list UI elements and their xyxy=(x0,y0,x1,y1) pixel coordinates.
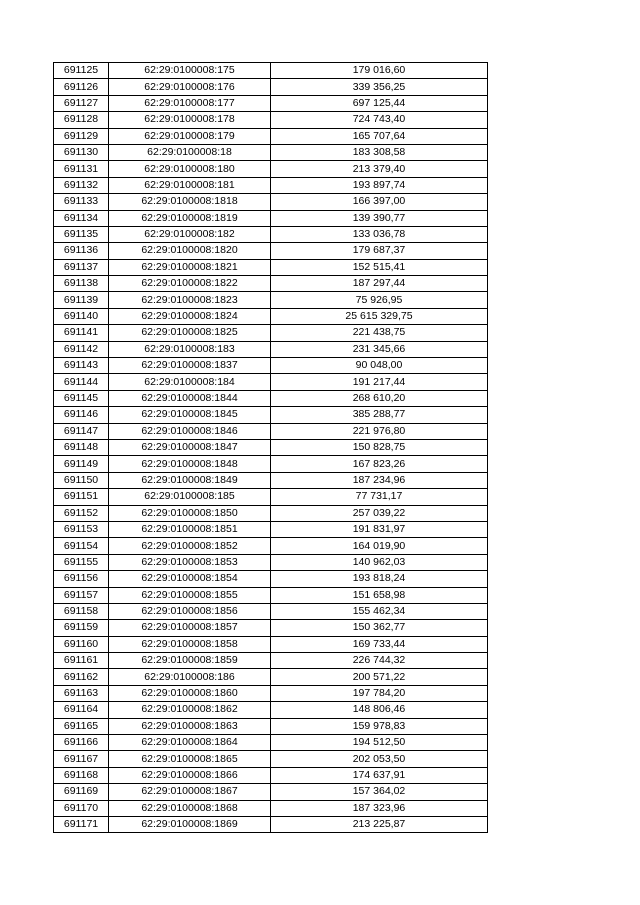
cadastral-number-cell: 62:29:0100008:1847 xyxy=(109,439,271,455)
table-row xyxy=(54,571,488,587)
cadastral-number-cell: 62:29:0100008:1850 xyxy=(109,505,271,521)
row-number-cell: 691169 xyxy=(54,784,109,800)
cadastral-number-cell: 62:29:0100008:1851 xyxy=(109,521,271,537)
row-number-cell: 691134 xyxy=(54,210,109,226)
value-cell: 90 048,00 xyxy=(271,358,488,374)
cadastral-number-cell: 62:29:0100008:176 xyxy=(109,79,271,95)
table-row xyxy=(54,784,488,800)
cadastral-number-cell: 62:29:0100008:1863 xyxy=(109,718,271,734)
table-row xyxy=(54,620,488,636)
value-cell: 187 234,96 xyxy=(271,472,488,488)
value-cell: 179 687,37 xyxy=(271,243,488,259)
table-row xyxy=(54,521,488,537)
value-cell: 174 637,91 xyxy=(271,767,488,783)
table-row xyxy=(54,161,488,177)
table-row xyxy=(54,226,488,242)
cadastral-number-cell: 62:29:0100008:1822 xyxy=(109,276,271,292)
row-number-cell: 691136 xyxy=(54,243,109,259)
cadastral-number-cell: 62:29:0100008:1866 xyxy=(109,767,271,783)
value-cell: 159 978,83 xyxy=(271,718,488,734)
cadastral-number-cell: 62:29:0100008:1844 xyxy=(109,390,271,406)
cadastral-number-cell: 62:29:0100008:1849 xyxy=(109,472,271,488)
value-cell: 191 831,97 xyxy=(271,521,488,537)
value-cell: 140 962,03 xyxy=(271,554,488,570)
cadastral-number-cell: 62:29:0100008:1825 xyxy=(109,325,271,341)
row-number-cell: 691159 xyxy=(54,620,109,636)
value-cell: 213 379,40 xyxy=(271,161,488,177)
cadastral-number-cell: 62:29:0100008:18 xyxy=(109,144,271,160)
cadastral-number-cell: 62:29:0100008:1868 xyxy=(109,800,271,816)
value-cell: 221 438,75 xyxy=(271,325,488,341)
row-number-cell: 691127 xyxy=(54,95,109,111)
value-cell: 197 784,20 xyxy=(271,685,488,701)
cadastral-number-cell: 62:29:0100008:185 xyxy=(109,489,271,505)
cadastral-value-table xyxy=(53,62,488,833)
table-body xyxy=(54,63,488,833)
row-number-cell: 691171 xyxy=(54,816,109,832)
value-cell: 226 744,32 xyxy=(271,653,488,669)
cadastral-number-cell: 62:29:0100008:1848 xyxy=(109,456,271,472)
value-cell: 213 225,87 xyxy=(271,816,488,832)
value-cell: 166 397,00 xyxy=(271,194,488,210)
table-row xyxy=(54,456,488,472)
row-number-cell: 691133 xyxy=(54,194,109,210)
row-number-cell: 691167 xyxy=(54,751,109,767)
cadastral-number-cell: 62:29:0100008:1855 xyxy=(109,587,271,603)
value-cell: 150 828,75 xyxy=(271,439,488,455)
cadastral-number-cell: 62:29:0100008:1867 xyxy=(109,784,271,800)
cadastral-number-cell: 62:29:0100008:184 xyxy=(109,374,271,390)
value-cell: 148 806,46 xyxy=(271,702,488,718)
table-row xyxy=(54,177,488,193)
cadastral-number-cell: 62:29:0100008:179 xyxy=(109,128,271,144)
value-cell: 139 390,77 xyxy=(271,210,488,226)
table-row xyxy=(54,538,488,554)
cadastral-number-cell: 62:29:0100008:180 xyxy=(109,161,271,177)
value-cell: 697 125,44 xyxy=(271,95,488,111)
value-cell: 157 364,02 xyxy=(271,784,488,800)
value-cell: 155 462,34 xyxy=(271,603,488,619)
row-number-cell: 691145 xyxy=(54,390,109,406)
cadastral-number-cell: 62:29:0100008:1824 xyxy=(109,308,271,324)
cadastral-number-cell: 62:29:0100008:178 xyxy=(109,112,271,128)
row-number-cell: 691151 xyxy=(54,489,109,505)
row-number-cell: 691155 xyxy=(54,554,109,570)
table-row xyxy=(54,259,488,275)
table-row xyxy=(54,816,488,832)
cadastral-number-cell: 62:29:0100008:1862 xyxy=(109,702,271,718)
row-number-cell: 691130 xyxy=(54,144,109,160)
table-row xyxy=(54,63,488,79)
table-row xyxy=(54,587,488,603)
cadastral-number-cell: 62:29:0100008:1820 xyxy=(109,243,271,259)
row-number-cell: 691152 xyxy=(54,505,109,521)
value-cell: 77 731,17 xyxy=(271,489,488,505)
value-cell: 724 743,40 xyxy=(271,112,488,128)
table-row xyxy=(54,243,488,259)
row-number-cell: 691139 xyxy=(54,292,109,308)
cadastral-number-cell: 62:29:0100008:1819 xyxy=(109,210,271,226)
table-row xyxy=(54,325,488,341)
table-row xyxy=(54,603,488,619)
value-cell: 187 297,44 xyxy=(271,276,488,292)
table-row xyxy=(54,669,488,685)
table-row xyxy=(54,374,488,390)
row-number-cell: 691147 xyxy=(54,423,109,439)
row-number-cell: 691149 xyxy=(54,456,109,472)
row-number-cell: 691168 xyxy=(54,767,109,783)
value-cell: 191 217,44 xyxy=(271,374,488,390)
row-number-cell: 691131 xyxy=(54,161,109,177)
row-number-cell: 691153 xyxy=(54,521,109,537)
value-cell: 150 362,77 xyxy=(271,620,488,636)
table-row xyxy=(54,800,488,816)
value-cell: 257 039,22 xyxy=(271,505,488,521)
value-cell: 200 571,22 xyxy=(271,669,488,685)
table-row xyxy=(54,144,488,160)
cadastral-number-cell: 62:29:0100008:1860 xyxy=(109,685,271,701)
row-number-cell: 691144 xyxy=(54,374,109,390)
table-row xyxy=(54,128,488,144)
row-number-cell: 691150 xyxy=(54,472,109,488)
row-number-cell: 691126 xyxy=(54,79,109,95)
row-number-cell: 691138 xyxy=(54,276,109,292)
cadastral-number-cell: 62:29:0100008:177 xyxy=(109,95,271,111)
row-number-cell: 691170 xyxy=(54,800,109,816)
row-number-cell: 691162 xyxy=(54,669,109,685)
value-cell: 339 356,25 xyxy=(271,79,488,95)
table-row xyxy=(54,505,488,521)
cadastral-number-cell: 62:29:0100008:183 xyxy=(109,341,271,357)
row-number-cell: 691142 xyxy=(54,341,109,357)
cadastral-number-cell: 62:29:0100008:1845 xyxy=(109,407,271,423)
value-cell: 194 512,50 xyxy=(271,735,488,751)
row-number-cell: 691166 xyxy=(54,735,109,751)
table-row xyxy=(54,702,488,718)
table-row xyxy=(54,472,488,488)
table-row xyxy=(54,292,488,308)
table-row xyxy=(54,554,488,570)
row-number-cell: 691141 xyxy=(54,325,109,341)
table-row xyxy=(54,210,488,226)
table-row xyxy=(54,636,488,652)
table-row xyxy=(54,685,488,701)
row-number-cell: 691125 xyxy=(54,63,109,79)
value-cell: 193 897,74 xyxy=(271,177,488,193)
value-cell: 133 036,78 xyxy=(271,226,488,242)
cadastral-number-cell: 62:29:0100008:1821 xyxy=(109,259,271,275)
row-number-cell: 691146 xyxy=(54,407,109,423)
value-cell: 187 323,96 xyxy=(271,800,488,816)
row-number-cell: 691164 xyxy=(54,702,109,718)
value-cell: 221 976,80 xyxy=(271,423,488,439)
row-number-cell: 691154 xyxy=(54,538,109,554)
value-cell: 179 016,60 xyxy=(271,63,488,79)
table-row xyxy=(54,95,488,111)
table-row xyxy=(54,79,488,95)
table-row xyxy=(54,735,488,751)
value-cell: 75 926,95 xyxy=(271,292,488,308)
table-row xyxy=(54,423,488,439)
table-row xyxy=(54,653,488,669)
table-row xyxy=(54,276,488,292)
cadastral-number-cell: 62:29:0100008:1858 xyxy=(109,636,271,652)
cadastral-number-cell: 62:29:0100008:1869 xyxy=(109,816,271,832)
row-number-cell: 691140 xyxy=(54,308,109,324)
cadastral-number-cell: 62:29:0100008:1854 xyxy=(109,571,271,587)
table-row xyxy=(54,407,488,423)
value-cell: 151 658,98 xyxy=(271,587,488,603)
cadastral-number-cell: 62:29:0100008:175 xyxy=(109,63,271,79)
table-row xyxy=(54,718,488,734)
value-cell: 202 053,50 xyxy=(271,751,488,767)
cadastral-number-cell: 62:29:0100008:1857 xyxy=(109,620,271,636)
table-row xyxy=(54,439,488,455)
row-number-cell: 691158 xyxy=(54,603,109,619)
row-number-cell: 691137 xyxy=(54,259,109,275)
table-row xyxy=(54,390,488,406)
table-row xyxy=(54,489,488,505)
table-row xyxy=(54,194,488,210)
cadastral-number-cell: 62:29:0100008:1818 xyxy=(109,194,271,210)
row-number-cell: 691165 xyxy=(54,718,109,734)
value-cell: 268 610,20 xyxy=(271,390,488,406)
cadastral-number-cell: 62:29:0100008:1864 xyxy=(109,735,271,751)
cadastral-number-cell: 62:29:0100008:182 xyxy=(109,226,271,242)
value-cell: 231 345,66 xyxy=(271,341,488,357)
row-number-cell: 691135 xyxy=(54,226,109,242)
cadastral-number-cell: 62:29:0100008:186 xyxy=(109,669,271,685)
value-cell: 165 707,64 xyxy=(271,128,488,144)
cadastral-number-cell: 62:29:0100008:1853 xyxy=(109,554,271,570)
value-cell: 152 515,41 xyxy=(271,259,488,275)
cadastral-number-cell: 62:29:0100008:1856 xyxy=(109,603,271,619)
row-number-cell: 691128 xyxy=(54,112,109,128)
cadastral-number-cell: 62:29:0100008:181 xyxy=(109,177,271,193)
cadastral-number-cell: 62:29:0100008:1846 xyxy=(109,423,271,439)
cadastral-number-cell: 62:29:0100008:1837 xyxy=(109,358,271,374)
value-cell: 164 019,90 xyxy=(271,538,488,554)
row-number-cell: 691160 xyxy=(54,636,109,652)
value-cell: 193 818,24 xyxy=(271,571,488,587)
row-number-cell: 691143 xyxy=(54,358,109,374)
table-row xyxy=(54,358,488,374)
cadastral-number-cell: 62:29:0100008:1865 xyxy=(109,751,271,767)
value-cell: 385 288,77 xyxy=(271,407,488,423)
cadastral-number-cell: 62:29:0100008:1852 xyxy=(109,538,271,554)
row-number-cell: 691157 xyxy=(54,587,109,603)
cadastral-number-cell: 62:29:0100008:1859 xyxy=(109,653,271,669)
value-cell: 183 308,58 xyxy=(271,144,488,160)
row-number-cell: 691156 xyxy=(54,571,109,587)
value-cell: 25 615 329,75 xyxy=(271,308,488,324)
table-row xyxy=(54,751,488,767)
row-number-cell: 691161 xyxy=(54,653,109,669)
row-number-cell: 691148 xyxy=(54,439,109,455)
table-row xyxy=(54,767,488,783)
table-row xyxy=(54,112,488,128)
table-row xyxy=(54,308,488,324)
value-cell: 169 733,44 xyxy=(271,636,488,652)
cadastral-number-cell: 62:29:0100008:1823 xyxy=(109,292,271,308)
value-cell: 167 823,26 xyxy=(271,456,488,472)
row-number-cell: 691163 xyxy=(54,685,109,701)
table-row xyxy=(54,341,488,357)
row-number-cell: 691129 xyxy=(54,128,109,144)
row-number-cell: 691132 xyxy=(54,177,109,193)
